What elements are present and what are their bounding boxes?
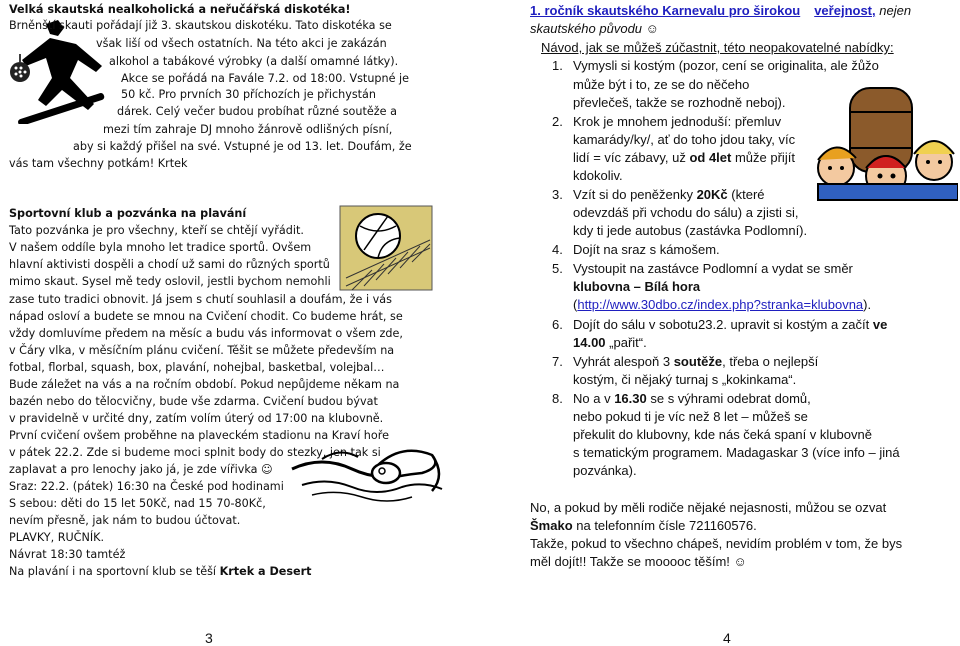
step-line: Dojít na sraz s kámošem. bbox=[573, 242, 720, 257]
club-line: hlavní aktivisti dospěli a chodí už sami do různých sportů bbox=[9, 258, 330, 271]
body-line: bazén nebo do tělocvičny, bude vše zdarma. Cvičení budou bývat bbox=[9, 395, 378, 408]
body-line: fotbal, florbal, squash, box, plavání, nohejbal, basketbal, volejbal… bbox=[9, 361, 385, 374]
club-line: mimo skaut. Sysel mě tedy oslovil, jestli bychom nemohli bbox=[9, 275, 331, 288]
step-number: 5. bbox=[552, 261, 563, 276]
closing-text: Na plavání i na sportovní klub se těší bbox=[9, 565, 220, 578]
step-number: 7. bbox=[552, 354, 563, 369]
body-line: PLAVKY, RUČNÍK. bbox=[9, 531, 105, 544]
step-line: překulit do klubovny, kde nás čeká spaní v klubovně bbox=[573, 427, 872, 442]
body-line: Návrat 18:30 tamtéž bbox=[9, 548, 126, 561]
step-line: Vymysli si kostým (pozor, cení se originalita, ale žůžo bbox=[573, 58, 879, 73]
carnival-heading-part2: veřejnost, bbox=[814, 3, 876, 18]
page-number-left: 3 bbox=[205, 630, 213, 646]
page-number-right: 4 bbox=[723, 630, 731, 646]
disco-line: mezi tím zahraje DJ mnoho žánrově odlišných písní, bbox=[103, 123, 393, 136]
carnival-characters-image bbox=[808, 76, 958, 202]
step-line: 14.00 „pařit“. bbox=[573, 335, 647, 350]
step-line: lidí = víc zábavy, už od 4let může přijít bbox=[573, 150, 795, 165]
body-line: zase tuto tradici obnovit. Já jsem s chutí souhlasil a doufám, že i vás bbox=[9, 293, 392, 306]
step-line: Vzít si do peněženky 20Kč (které bbox=[573, 187, 765, 202]
step-line: s tematickým programem. Madagaskar 3 (více info – jiná bbox=[573, 445, 900, 460]
disco-line: dárek. Celý večer budou probíhat různé soutěže a bbox=[117, 105, 397, 118]
body-line: Bude záležet na vás a na ročním období. Pokud nepůjdeme někam na bbox=[9, 378, 400, 391]
step-line: nebo pokud ti je víc než 8 let – můžeš se bbox=[573, 409, 808, 424]
body-line: S sebou: děti do 15 let 50Kč, nad 15 70-80Kč, bbox=[9, 497, 266, 510]
disco-title: Velká skautská nealkoholická a neřučářská diskotéka! bbox=[9, 3, 351, 16]
step-line: Vyhrát alespoň 3 soutěže, třeba o nejlepší bbox=[573, 354, 819, 369]
step-line: kdy ti jede autobus (zastávka Podlomní). bbox=[573, 223, 808, 238]
body-line: Sraz: 22.2. (pátek) 16:30 na České pod hodinami bbox=[9, 480, 284, 493]
disco-line: Brněnští skauti pořádají již 3. skautskou diskotéku. Tato diskotéka se bbox=[9, 19, 392, 32]
step-line: pozvánka). bbox=[573, 463, 637, 478]
step-line: Krok je mnohem jednoduší: přemluv bbox=[573, 114, 782, 129]
body-line: nápad osloví a budete se mnou na Cvičení chodit. Co budeme hrát, se bbox=[9, 310, 403, 323]
step-line: No a v 16.30 se s výhrami odebrat domů, bbox=[573, 391, 811, 406]
step-number: 2. bbox=[552, 114, 563, 129]
club-line: V našem oddíle byla mnoho let tradice sportů. Ovšem bbox=[9, 241, 312, 254]
step-number: 4. bbox=[552, 242, 563, 257]
disco-line: aby si každý přišel na své. Vstupné je od 13. let. Doufám, že bbox=[73, 140, 412, 153]
club-line: Tato pozvánka je pro všechny, kteří se chtějí vyřádit. bbox=[9, 224, 304, 237]
disco-line: však liší od všech ostatních. Na této akci je zakázán bbox=[96, 37, 387, 50]
body-line: nevím přesně, jak nám to budou účtovat. bbox=[9, 514, 241, 527]
disco-line: alkohol a tabákové výrobky (a další omamné látky). bbox=[109, 55, 399, 68]
step-line: může být i to, ze se do něčeho bbox=[573, 77, 750, 92]
step-line: Dojít do sálu v sobotu23.2. upravit si kostým a začít ve bbox=[573, 317, 888, 332]
step-line: odevzdáš při vchodu do sálu) a zjisti si, bbox=[573, 205, 799, 220]
disco-line: Akce se pořádá na Favále 7.2. od 18:00. Vstupné je bbox=[121, 72, 410, 85]
footer-line: Šmako na telefonním čísle 721160576. bbox=[530, 518, 757, 533]
step-line: klubovna – Bílá hora bbox=[573, 279, 701, 294]
body-line: vždy domluvíme předem na měsíc a budu vás informovat o všem zde, bbox=[9, 327, 403, 340]
disco-line: vás tam všechny potkám! Krtek bbox=[9, 157, 188, 170]
step-line: Vystoupit na zastávce Podlomní a vydat se směr bbox=[573, 261, 853, 276]
footer-line: No, a pokud by měli rodiče nějaké nejasnosti, můžou se ozvat bbox=[530, 500, 887, 515]
body-line: První cvičení ovšem proběhne na plaveckém stadionu na Kraví hoře bbox=[9, 429, 389, 442]
body-line: v Čáry vlka, v měsíčním plánu cvičení. Těšit se můžete především na bbox=[9, 344, 395, 357]
step-line: kamarády/ky/, ať do toho jdou taky, víc bbox=[573, 132, 796, 147]
volleyball-net-image bbox=[338, 200, 434, 292]
closing-signature: Krtek a Desert bbox=[219, 565, 312, 578]
carnival-heading-part1: 1. ročník skautského Karnevalu pro širokou bbox=[530, 3, 801, 18]
step-number: 1. bbox=[552, 58, 563, 73]
swimmer-icon bbox=[282, 435, 452, 515]
club-title: Sportovní klub a pozvánka na plavání bbox=[9, 207, 247, 220]
body-line: v pátek 22.2. Zde si budeme moci splnit body do stezky, jen tak si bbox=[9, 446, 381, 459]
footer-line: měl dojít!! Takže se mooooc těším! ☺ bbox=[530, 554, 747, 569]
body-line: v pravidelně v určité dny, zatím volím úterý od 17:00 na klubovně. bbox=[9, 412, 384, 425]
instructions-subheading: Návod, jak se můžeš zúčastnit, této neopakovatelné nabídky: bbox=[541, 40, 894, 55]
body-line: zaplavat a pro lenochy jako já, je zde vířivka ☺ bbox=[9, 463, 273, 476]
closing-line bbox=[9, 565, 311, 579]
footer-line: Takže, pokud to všechno chápeš, nevidím problém v tom, že bys bbox=[530, 536, 903, 551]
carnival-heading bbox=[530, 3, 911, 19]
step-number: 8. bbox=[552, 391, 563, 406]
step-line: kostým, či nějaký turnaj s „kokinkama“. bbox=[573, 372, 797, 387]
carnival-heading-line2: skautského původu ☺ bbox=[530, 21, 659, 36]
carnival-heading-part3: nejen bbox=[875, 3, 912, 18]
step-line: kdokoliv. bbox=[573, 168, 623, 183]
step-number: 3. bbox=[552, 187, 563, 202]
step-line: převlečeš, takže se rozhodně neboj). bbox=[573, 95, 786, 110]
disco-line: 50 kč. Pro prvních 30 příchozích je přichystán bbox=[121, 88, 377, 101]
step-number: 6. bbox=[552, 317, 563, 332]
klubovna-link[interactable]: (http://www.30dbo.cz/index.php?stranka=klubovna). bbox=[573, 297, 872, 312]
klubovna-url[interactable]: http://www.30dbo.cz/index.php?stranka=klubovna bbox=[577, 297, 864, 312]
